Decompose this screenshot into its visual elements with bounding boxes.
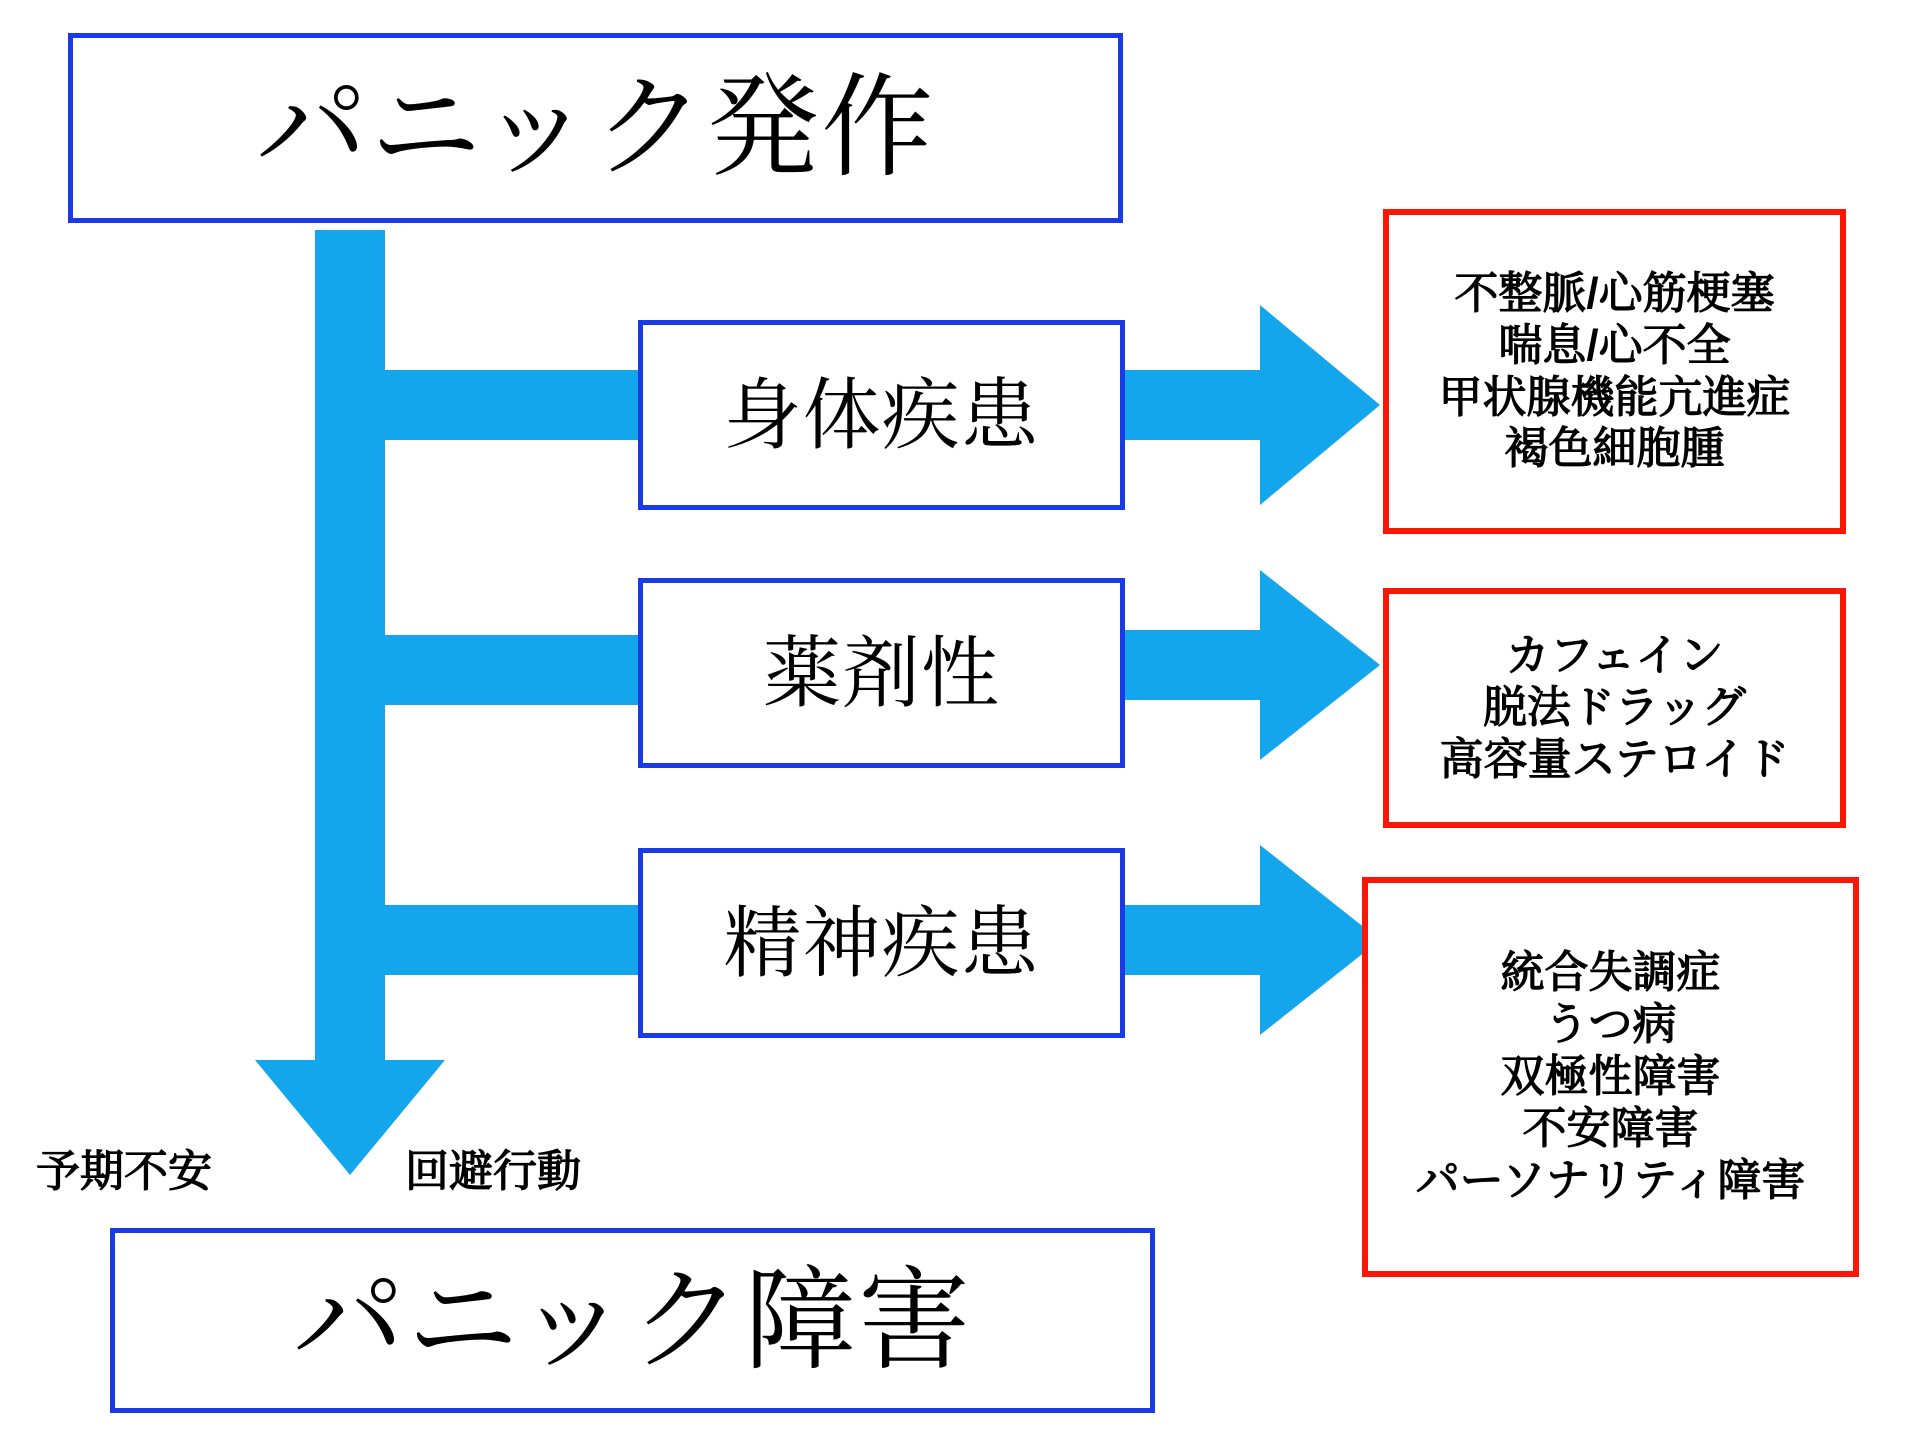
detail-line: 褐色細胞腫	[1504, 424, 1725, 474]
detail-box-drug	[1383, 588, 1846, 828]
detail-line: 統合失調症	[1500, 948, 1721, 998]
detail-line: 双極性障害	[1500, 1052, 1721, 1102]
branch-arrow-drug	[370, 635, 650, 705]
node-panic-disorder	[110, 1228, 1155, 1413]
detail-line: 甲状腺機能亢進症	[1438, 372, 1791, 422]
detail-line: 喘息/心不全	[1498, 320, 1731, 370]
node-panic-attack-label: パニック発作	[255, 65, 936, 190]
detail-line: カフェイン	[1505, 631, 1724, 681]
detail-box-physical	[1383, 209, 1846, 534]
annotation-anticipatory-anxiety: 予期不安	[36, 1147, 212, 1196]
node-drug-induced-label: 薬剤性	[762, 629, 1000, 717]
node-drug-induced	[638, 578, 1125, 768]
detail-line: 脱法ドラッグ	[1482, 683, 1747, 733]
node-physical-disease-label: 身体疾患	[723, 371, 1040, 459]
detail-line: パーソナリティ障害	[1415, 1155, 1806, 1205]
node-panic-attack	[68, 33, 1123, 223]
detail-line: 不安障害	[1522, 1103, 1699, 1153]
node-physical-disease	[638, 320, 1125, 510]
detail-box-psychiatric	[1362, 877, 1859, 1277]
node-psychiatric-disease	[638, 848, 1125, 1038]
detail-arrow-psychiatric	[1090, 845, 1380, 1035]
node-psychiatric-disease-label: 精神疾患	[723, 899, 1040, 987]
detail-arrow-drug	[1090, 570, 1380, 760]
detail-arrow-physical	[1090, 305, 1380, 505]
detail-line: 高容量ステロイド	[1439, 734, 1790, 784]
branch-arrow-physical	[370, 370, 650, 440]
branch-arrow-psychiatric	[370, 905, 650, 975]
detail-line: 不整脈/心筋梗塞	[1454, 268, 1775, 318]
detail-line: うつ病	[1544, 1000, 1677, 1050]
annotation-avoidance-behavior: 回避行動	[405, 1147, 581, 1196]
node-panic-disorder-label: パニック障害	[292, 1257, 973, 1383]
